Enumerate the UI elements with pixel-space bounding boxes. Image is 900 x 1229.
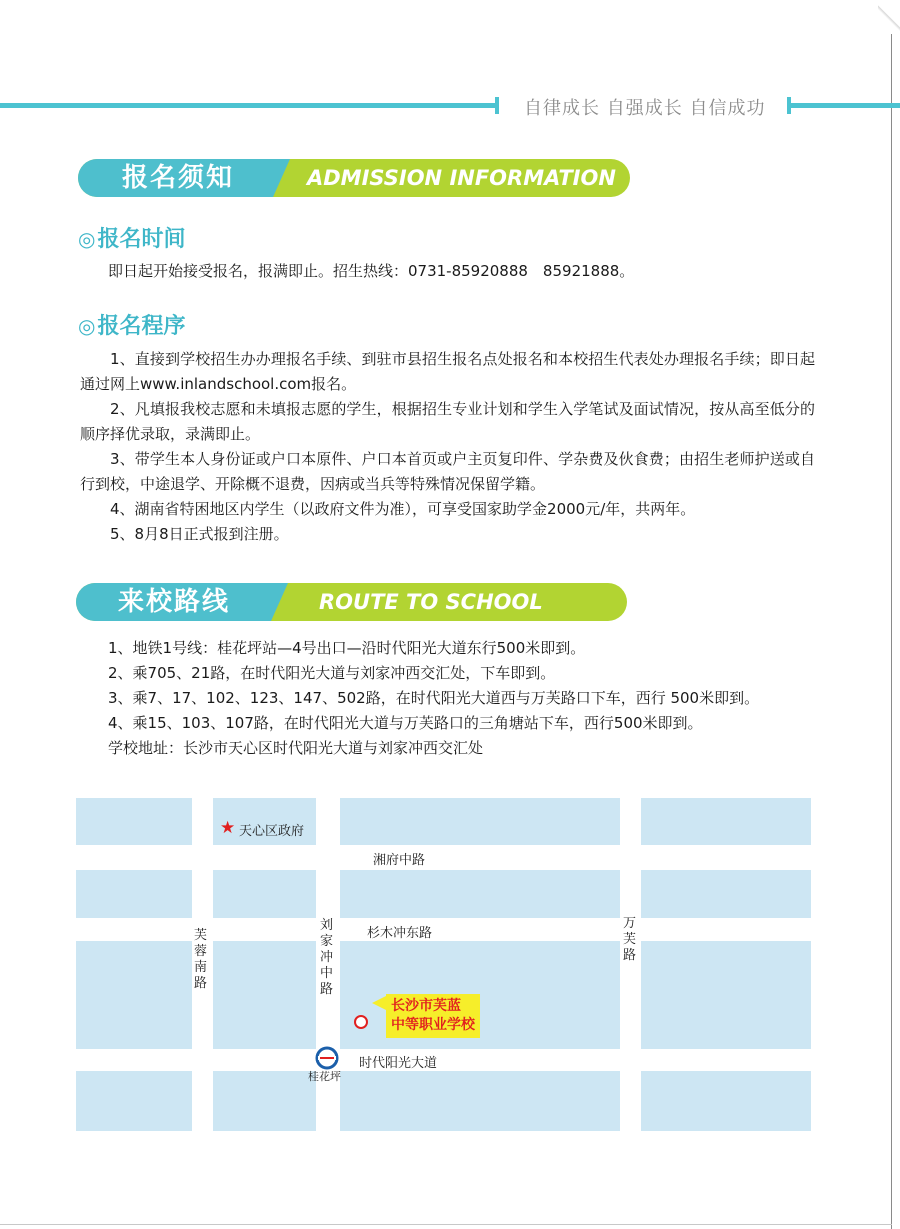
admission-title-en: ADMISSION INFORMATION <box>307 166 616 190</box>
route-title-cn: 来校路线 <box>118 587 231 617</box>
procedure-item: 4、湖南省特困地区内学生（以政府文件为准），可享受国家助学金2000元/年，共两年。 <box>110 500 696 518</box>
time-heading <box>78 222 185 253</box>
metro-station-label: 桂花坪 <box>308 1070 341 1083</box>
road-label-shanmu: 杉木冲东路 <box>367 926 433 941</box>
map-block <box>213 870 316 918</box>
road-label-liujia: 刘家冲中路 <box>320 918 334 997</box>
road-label-wanfu: 万芙路 <box>623 916 637 963</box>
school-name-line2: 中等职业学校 <box>391 1017 475 1033</box>
time-heading-text: 报名时间 <box>97 227 186 252</box>
road-label-furong: 芙蓉南路 <box>194 928 208 991</box>
school-pin-icon <box>354 1015 368 1029</box>
route-item: 1、地铁1号线：桂花坪站—4号出口—沿时代阳光大道东行500米即到。 <box>108 639 586 657</box>
metro-logo-icon <box>315 1046 339 1070</box>
route-map <box>76 798 811 1131</box>
map-block <box>340 870 620 918</box>
route-title-en: ROUTE TO SCHOOL <box>319 590 543 614</box>
map-block <box>76 941 192 1049</box>
map-block <box>641 798 811 845</box>
school-name-line1: 长沙市芙蓝 <box>391 998 461 1014</box>
page-corner <box>878 0 900 34</box>
map-block <box>213 1071 316 1131</box>
procedure-item: 5、8月8日正式报到注册。 <box>110 525 289 543</box>
map-block <box>340 1071 620 1131</box>
route-item: 2、乘705、21路，在时代阳光大道与刘家冲西交汇处，下车即到。 <box>108 664 556 682</box>
procedure-item: 3、带学生本人身份证或户口本原件、户口本首页或户主页复印件、学杂费及伙食费；由招生老师护送或自行到校，中途退学、开除概不退费，因病或当兵等特殊情况保留学籍。 <box>80 450 815 493</box>
map-block <box>641 1071 811 1131</box>
map-block <box>340 798 620 845</box>
map-block <box>76 798 192 845</box>
route-item: 3、乘7、17、102、123、147、502路，在时代阳光大道西与万芙路口下车，西行 500米即到。 <box>108 689 760 707</box>
map-block <box>76 1071 192 1131</box>
school-callout <box>386 994 480 1038</box>
procedure-heading <box>78 309 185 340</box>
admission-banner <box>78 159 630 197</box>
procedure-heading-text: 报名程序 <box>97 314 186 339</box>
map-block <box>641 870 811 918</box>
time-text-block <box>108 259 828 284</box>
map-block <box>76 870 192 918</box>
header-rule-right <box>791 103 900 108</box>
map-block <box>213 941 316 1049</box>
star-icon: ★ <box>220 818 236 838</box>
header-slogan: 自律成长 自强成长 自信成功 <box>524 98 766 119</box>
road-label-xiangfu: 湘府中路 <box>373 853 426 868</box>
route-item: 4、乘15、103、107路，在时代阳光大道与万芙路口的三角塘站下车，西行500米即到。 <box>108 714 703 732</box>
page-bottom-edge <box>0 1224 892 1225</box>
procedure-item: 1、直接到学校招生办办理报名手续、到驻市县招生报名点处报名和本校招生代表处办理报名手续；即日起通过网上www.inlandschool.com报名。 <box>80 350 815 393</box>
time-text: 即日起开始接受报名，报满即止。招生热线：0731-85920888 85921888。 <box>108 262 635 280</box>
header-rule-left <box>0 103 498 108</box>
admission-title-cn: 报名须知 <box>122 163 235 193</box>
circle-bullet-icon: ◎ <box>78 227 96 251</box>
circle-bullet-icon: ◎ <box>78 314 96 338</box>
procedure-list <box>80 347 815 547</box>
school-address: 学校地址：长沙市天心区时代阳光大道与刘家冲西交汇处 <box>108 739 484 757</box>
map-block <box>340 941 620 1049</box>
map-block <box>641 941 811 1049</box>
callout-pointer <box>372 996 386 1010</box>
route-banner <box>76 583 627 621</box>
procedure-item: 2、凡填报我校志愿和未填报志愿的学生，根据招生专业计划和学生入学笔试及面试情况，按从高至低分的顺序择优录取，录满即止。 <box>80 400 815 443</box>
road-label-shidai: 时代阳光大道 <box>359 1056 438 1071</box>
page-edge <box>891 0 892 1229</box>
landmark-label: 天心区政府 <box>239 824 305 839</box>
route-list <box>108 636 828 761</box>
header-rule-tick-left <box>495 97 499 114</box>
